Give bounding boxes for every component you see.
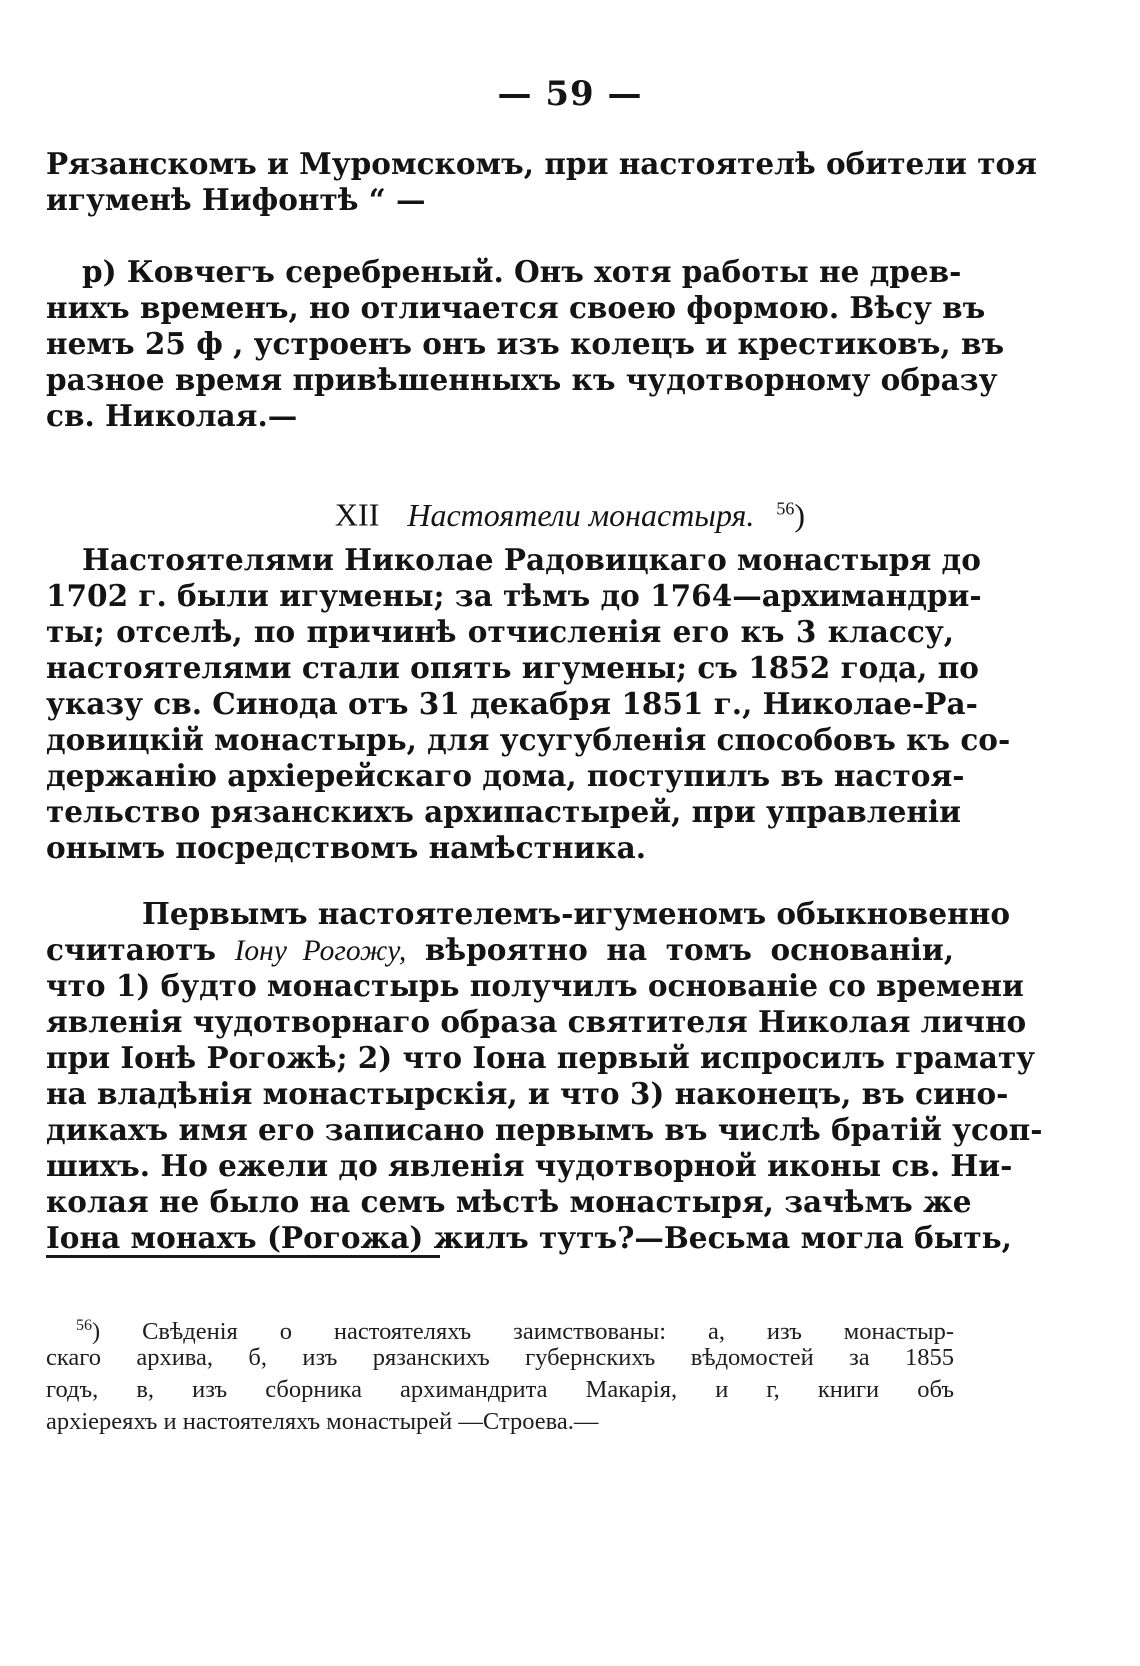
paragraph-4-line-9: колая не было на семъ мѣстѣ монастыря, зачѣмъ же bbox=[46, 1184, 972, 1219]
paragraph-4-line-7: дикахъ имя его записано первымъ въ числѣ братій усоп- bbox=[46, 1112, 1043, 1147]
footnote-reference-number: 56 bbox=[776, 498, 795, 518]
footnote-marker: 56 bbox=[76, 1317, 92, 1334]
paragraph-2-line-4: разное время привѣшенныхъ къ чудотворному образу bbox=[46, 362, 998, 397]
paragraph-4-line-3: что 1) будто монастырь получилъ основаніе со времени bbox=[46, 968, 1024, 1003]
paragraph-2-line-5: св. Николая.— bbox=[46, 398, 298, 433]
paragraph-3-line-5: указу св. Синода отъ 31 декабря 1851 г., Николае-Ра- bbox=[46, 686, 978, 721]
section-number: XII bbox=[334, 496, 380, 533]
paragraph-3-line-3: ты; отселѣ, по причинѣ отчисленія его къ 3 классу, bbox=[46, 614, 954, 649]
paragraph-3-line-9: онымъ посредствомъ намѣстника. bbox=[46, 830, 647, 865]
footnote-reference bbox=[776, 497, 805, 533]
paragraph-1-line-2: игуменѣ Нифонтѣ “ — bbox=[46, 182, 426, 217]
paragraph-4-line-2 bbox=[46, 932, 954, 969]
paragraph-3-line-2: 1702 г. были игумены; за тѣмъ до 1764—архимандри- bbox=[46, 578, 982, 613]
paragraph-1-line-1: Рязанскомъ и Муромскомъ, при настоятелѣ обители тоя bbox=[46, 146, 1037, 181]
paragraph-2-line-3: немъ 25 ф , устроенъ онъ изъ колецъ и крестиковъ, въ bbox=[46, 326, 1005, 361]
paragraph-3-line-8: тельство рязанскихъ архипастырей, при управленіи bbox=[46, 794, 962, 829]
paragraph-2-line-2: нихъ временъ, но отличается своею формою. Вѣсу въ bbox=[46, 290, 986, 325]
paragraph-3-line-4: настоятелями стали опять игумены; съ 1852 года, по bbox=[46, 650, 979, 685]
section-title: Настоятели монастыря. bbox=[407, 496, 755, 533]
paragraph-2-line-1: р) Ковчегъ серебреный. Онъ хотя работы не древ- bbox=[82, 254, 962, 289]
paragraph-4-line-8: шихъ. Но ежели до явленія чудотворной иконы св. Ни- bbox=[46, 1148, 1013, 1183]
paragraph-3-line-7: держанію архіерейскаго дома, поступилъ въ настоя- bbox=[46, 758, 965, 793]
footnote-line-4: архіереяхъ и настоятеляхъ монастырей —Строева.— bbox=[46, 1408, 599, 1435]
footnote-separator bbox=[46, 1255, 440, 1258]
paragraph-4-line-1: Первымъ настоятелемъ-игуменомъ обыкновенно bbox=[142, 896, 1011, 931]
footnote-line-1-text: ) Свѣденія о настоятеляхъ заимствованы: а, изъ монастыр- bbox=[92, 1318, 954, 1346]
paragraph-4-line-2-before: считаютъ bbox=[46, 932, 216, 967]
footnote-line-3: годъ, в, изъ сборника архимандрита Макарія, и г, книги объ bbox=[46, 1376, 954, 1403]
paragraph-4-line-10: Іона монахъ (Рогожа) жилъ тутъ?—Весьма могла быть, bbox=[46, 1220, 1012, 1255]
footnote-reference-paren: ) bbox=[794, 496, 806, 533]
paragraph-4-line-4: явленія чудотворнаго образа святителя Николая лично bbox=[46, 1004, 1027, 1039]
paragraph-3-line-6: довицкій монастырь, для усугубленія способовъ къ со- bbox=[46, 722, 1011, 757]
paragraph-4-line-2-after: вѣроятно на томъ основаніи, bbox=[424, 932, 954, 967]
paragraph-3-line-1: Настоятелями Николае Радовицкаго монастыря до bbox=[82, 542, 981, 577]
footnote-line-2: скаго архива, б, изъ рязанскихъ губернскихъ вѣдомостей за 1855 bbox=[46, 1344, 954, 1371]
person-name-iona-rogozha: Іону Рогожу, bbox=[234, 935, 407, 967]
page-number: — 59 — bbox=[497, 74, 643, 114]
paragraph-4-line-5: при Іонѣ Рогожѣ; 2) что Іона первый испросилъ грамату bbox=[46, 1040, 1035, 1075]
paragraph-4-line-6: на владѣнія монастырскія, и что 3) наконецъ, въ сино- bbox=[46, 1076, 1009, 1111]
section-heading bbox=[0, 488, 1140, 535]
